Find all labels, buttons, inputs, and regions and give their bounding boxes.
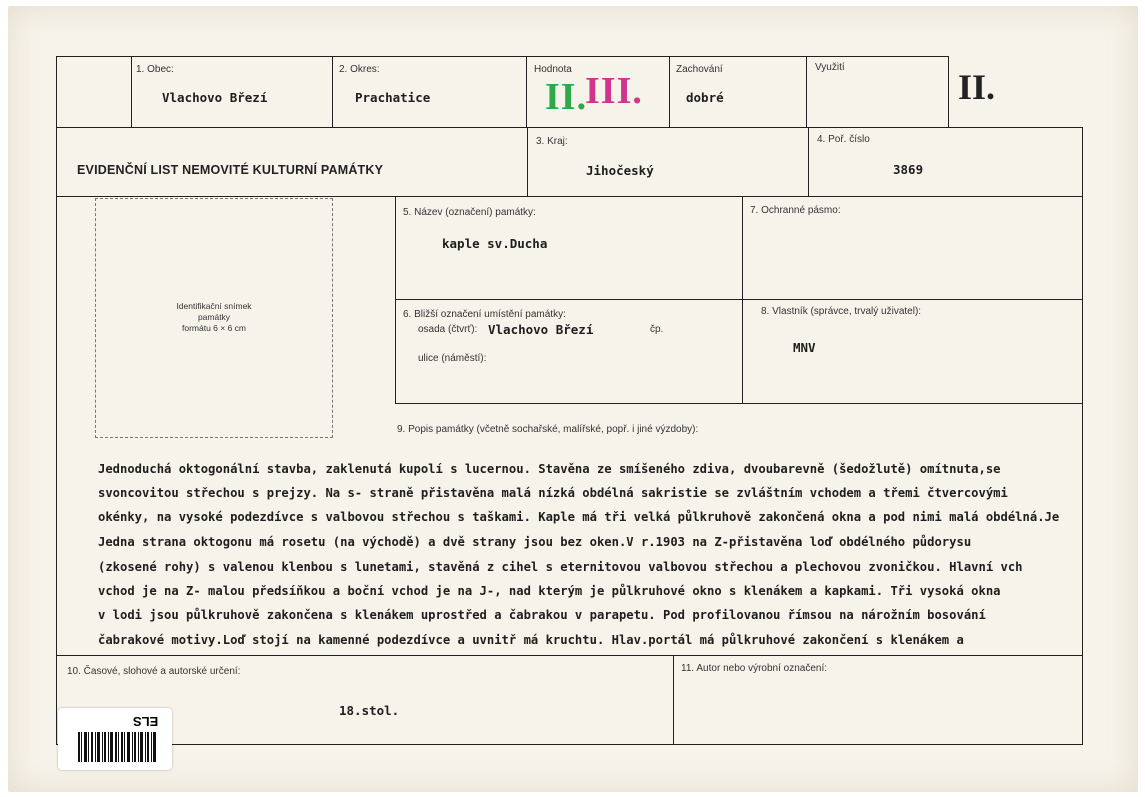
por-cislo-label: 4. Poř. číslo <box>817 134 870 145</box>
ulice-label: ulice (náměstí): <box>418 353 487 364</box>
photo-placeholder <box>95 198 333 438</box>
vlastnik-value: MNV <box>793 340 816 355</box>
popis-line: v lodi jsou půlkruhově zakončena s klenákem uprostřed a čabrakou v parapetu. Pod profilovanou římsou na nárožním bosování <box>98 608 986 622</box>
popis-line: (zkosené rohy) s valenou klenbou s lunetami, stavěná z cihel s eternitovou valbovou střechou a plechovou zvoničkou. Hlavní vch <box>98 560 1023 574</box>
urceni-value: 18.stol. <box>339 703 400 718</box>
popis-line: okénky, na vysoké podezdívce s valbovou střechou s taškami. Kaple má tři velká půlkruhově zakončená okna a pod nimi malá obdélná.Je <box>98 510 1060 524</box>
title-cell <box>56 127 528 197</box>
page-title: EVIDENČNÍ LIST NEMOVITÉ KULTURNÍ PAMÁTKY <box>77 163 384 177</box>
right-border <box>1082 196 1083 656</box>
hodnota-cell <box>526 56 670 128</box>
obec-label: 1. Obec: <box>136 64 174 75</box>
popis-line: Jedna strana oktogonu má rosetu (na východě) a dvě strany jsou bez oken.V r.1903 na Z-přistavěna loď obdélného půdorysu <box>98 535 972 549</box>
nazev-value: kaple sv.Ducha <box>442 236 548 251</box>
photo-text-1: Identifikační snímek <box>176 301 252 311</box>
barcode-sticker <box>58 708 172 770</box>
popis-line: čabrakové motivy.Loď stojí na kamenné podezdívce a uvnitř má kruchtu. Hlav.portál má půlkruhové zakončení s klenákem a <box>98 633 964 647</box>
autor-label: 11. Autor nebo výrobní označení: <box>681 663 828 674</box>
nazev-cell <box>395 196 743 300</box>
vyuziti-cell <box>806 56 949 128</box>
vlastnik-cell <box>742 299 1083 404</box>
popis-line: svoncovitou střechou s prejzy. Na s- straně přistavěna malá nízká obdélná sakristie se zvláštním vchodem a třemi čtvercovými <box>98 486 1008 500</box>
okres-value: Prachatice <box>355 90 431 105</box>
barcode-icon <box>78 732 158 762</box>
pasmo-label: 7. Ochranné pásmo: <box>750 205 841 216</box>
barcode-label: ELS <box>132 714 158 729</box>
vyuziti-label: Využití <box>815 62 845 73</box>
popis-line: vchod je na Z- malou předsíňkou a boční vchod je na J-, nad kterým je půlkruhové okno s klenákem a kapkami. Tři vysoká okna <box>98 584 1001 598</box>
hodnota-pink-mark: III. <box>585 70 643 112</box>
vyuziti-mark: II. <box>958 67 996 107</box>
left-border <box>56 196 57 656</box>
hodnota-green-mark: II. <box>545 76 588 118</box>
zachovani-cell <box>669 56 807 128</box>
popis-line: Jednoduchá oktogonální stavba, zaklenutá kupolí s lucernou. Stavěna ze smíšeného zdiva, dvoubarevně (šedožlutě) omítnuta,se <box>98 462 1001 476</box>
photo-text-2: památky <box>197 312 231 322</box>
corner-cell <box>56 56 132 128</box>
vlastnik-label: 8. Vlastník (správce, trvalý uživatel): <box>761 306 922 317</box>
por-cislo-value: 3869 <box>893 162 924 177</box>
kraj-value: Jihočeský <box>586 163 654 178</box>
osada-label: osada (čtvrť): <box>418 324 478 335</box>
okres-cell <box>332 56 527 128</box>
umisteni-cell <box>395 299 743 404</box>
obec-value: Vlachovo Březí <box>162 90 268 105</box>
kraj-cell <box>527 127 809 197</box>
photo-text-3: formátu 6 × 6 cm <box>181 323 246 333</box>
hodnota-label: Hodnota <box>534 64 572 75</box>
obec-cell <box>131 56 333 128</box>
por-cislo-cell <box>808 127 1083 197</box>
pasmo-cell <box>742 196 1083 300</box>
kraj-label: 3. Kraj: <box>536 136 568 147</box>
autor-cell <box>673 655 1083 745</box>
cp-label: čp. <box>650 324 664 335</box>
zachovani-value: dobré <box>686 90 724 105</box>
zachovani-label: Zachování <box>676 64 723 75</box>
umisteni-label: 6. Bližší označení umístění památky: <box>403 309 566 320</box>
popis-label: 9. Popis památky (včetně sochařské, malířské, popř. i jiné výzdoby): <box>397 424 699 435</box>
osada-value: Vlachovo Březí <box>488 322 594 337</box>
urceni-label: 10. Časové, slohové a autorské určení: <box>67 666 241 677</box>
nazev-label: 5. Název (označení) památky: <box>403 207 536 218</box>
okres-label: 2. Okres: <box>339 64 380 75</box>
